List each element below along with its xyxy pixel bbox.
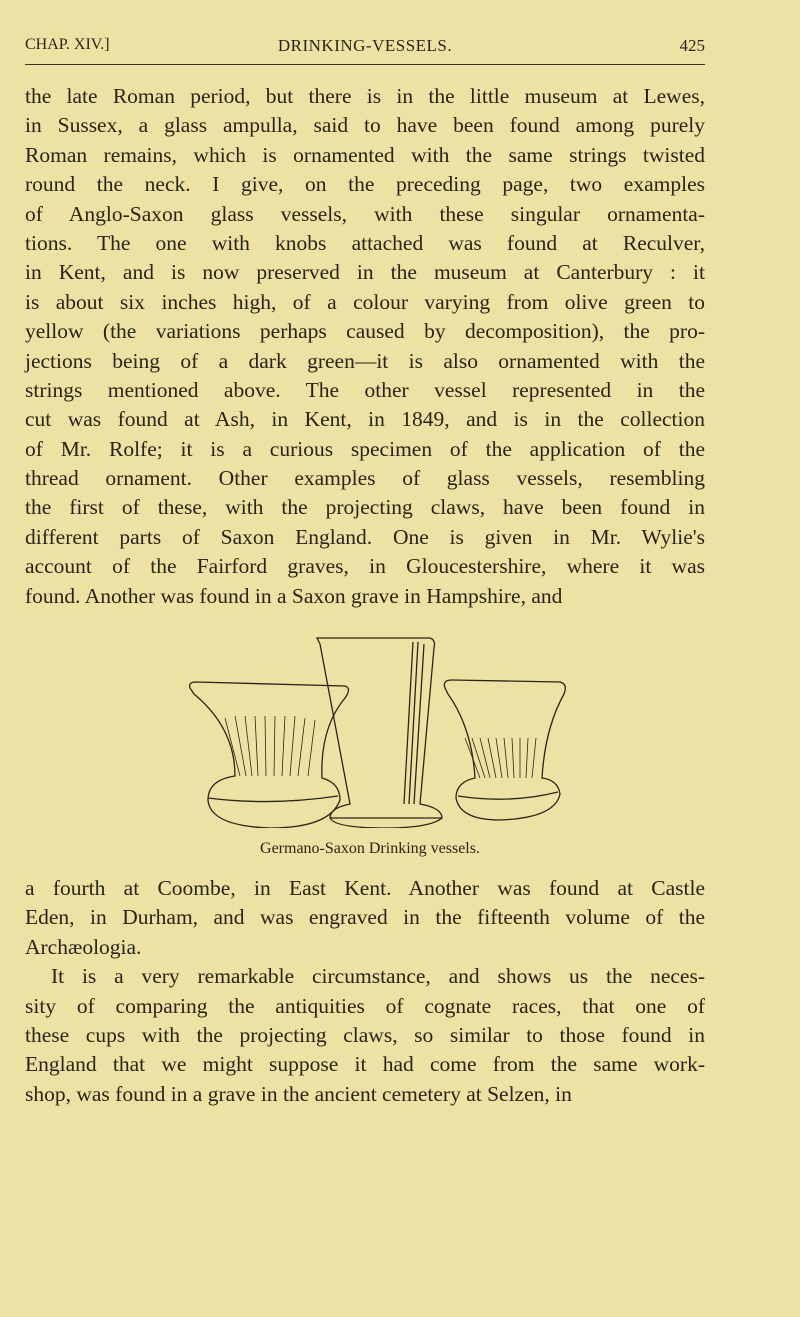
text-line: strings mentioned above. The other vessel represented in the <box>25 377 705 402</box>
chapter-label: CHAP. XIV.] <box>25 36 110 53</box>
text-line: a fourth at Coombe, in East Kent. Another was found at Castle <box>25 876 705 900</box>
text-line: thread ornament. Other examples of glass vessels, resembling <box>25 466 705 491</box>
text-line: cut was found at Ash, in Kent, in 1849, and is in the collection <box>25 407 705 432</box>
text-line: tions. The one with knobs attached was found at Reculver, <box>25 230 705 255</box>
text-line: of Mr. Rolfe; it is a curious specimen of the application of the <box>25 436 705 461</box>
running-header <box>25 36 705 62</box>
text-line: Eden, in Durham, and was engraved in the fifteenth volume of the <box>25 905 705 930</box>
running-title: DRINKING-VESSELS. <box>277 36 453 55</box>
header-rule <box>25 64 705 65</box>
text-line: account of the Fairford graves, in Gloucestershire, where it was <box>25 554 705 579</box>
text-line: in Kent, and is now preserved in the museum at Canterbury : it <box>25 260 705 285</box>
text-line: the late Roman period, but there is in the little museum at Lewes, <box>25 84 705 108</box>
text-line: of Anglo-Saxon glass vessels, with these singular ornamenta- <box>25 201 705 226</box>
paragraph-1 <box>25 82 705 611</box>
text-line: these cups with the projecting claws, so similar to those found in <box>25 1022 705 1047</box>
text-line: shop, was found in a grave in the ancient cemetery at Selzen, in <box>25 1081 572 1106</box>
text-line: England that we might suppose it had come from the same work- <box>25 1052 705 1077</box>
text-line: Roman remains, which is ornamented with the same strings twisted <box>25 142 705 167</box>
text-line: the first of these, with the projecting claws, have been found in <box>25 495 705 520</box>
text-line: It is a very remarkable circumstance, and shows us the neces- <box>51 964 705 989</box>
text-line: different parts of Saxon England. One is given in Mr. Wylie's <box>25 524 705 549</box>
drinking-vessels-illustration <box>180 628 590 828</box>
page-number: 425 <box>679 36 705 55</box>
figure-caption: Germano-Saxon Drinking vessels. <box>260 840 480 857</box>
text-line: found. Another was found in a Saxon grave in Hampshire, and <box>25 583 563 608</box>
paragraph-2-3 <box>25 874 705 1109</box>
text-line: round the neck. I give, on the preceding page, two examples <box>25 172 705 197</box>
text-line: jections being of a dark green—it is also ornamented with the <box>25 348 705 373</box>
text-line: yellow (the variations perhaps caused by decomposition), the pro- <box>25 319 705 344</box>
text-line: in Sussex, a glass ampulla, said to have been found among purely <box>25 113 705 138</box>
text-line: is about six inches high, of a colour varying from olive green to <box>25 289 705 314</box>
text-line: Archæologia. <box>25 934 142 959</box>
text-line: sity of comparing the antiquities of cognate races, that one of <box>25 993 705 1018</box>
